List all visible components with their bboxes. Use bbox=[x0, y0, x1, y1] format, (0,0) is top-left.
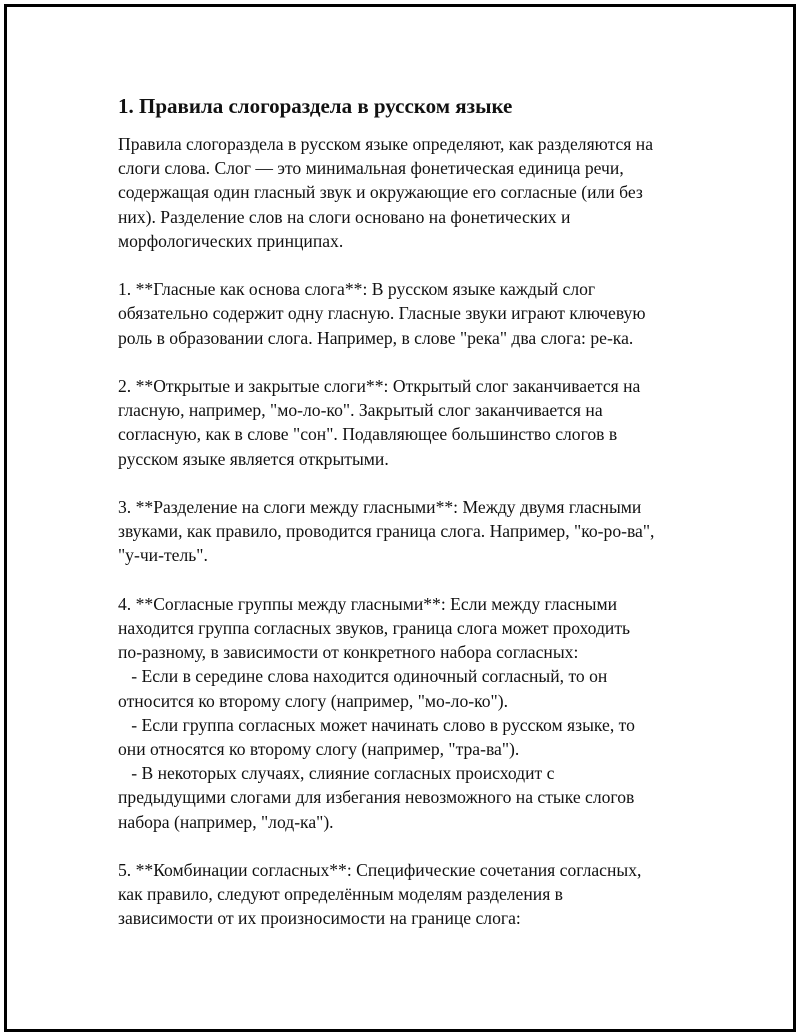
text-line: относится ко второму слогу (например, "мо-ло-ко"). bbox=[118, 690, 508, 711]
text-line: гласную, например, "мо-ло-ко". Закрытый слог заканчивается на bbox=[118, 400, 603, 421]
text-line: звуками, как правило, проводится граница слога. Например, "ко-ро-ва", bbox=[118, 521, 655, 542]
text-line: 3. **Разделение на слоги между гласными**: Между двумя гласными bbox=[118, 497, 642, 517]
text-line: они относятся ко второму слогу (например, "тра-ва"). bbox=[118, 739, 520, 760]
paragraph-list bbox=[118, 132, 698, 931]
text-line: них). Разделение слов на слоги основано на фонетических и bbox=[118, 206, 571, 227]
text-line: 1. **Гласные как основа слога**: В русском языке каждый слог bbox=[118, 279, 596, 300]
text-line: роль в образовании слога. Например, в слове "река" два слога: ре-ка. bbox=[118, 327, 634, 348]
paragraph bbox=[118, 858, 698, 931]
text-line: предыдущими слогами для избегания невозможного на стыке слогов bbox=[118, 787, 635, 808]
text-line: морфологических принципах. bbox=[118, 230, 344, 251]
document-body bbox=[118, 92, 698, 955]
text-line: согласную, как в слове "сон". Подавляющее большинство слогов в bbox=[118, 424, 618, 445]
text-line: 4. **Согласные группы между гласными**: Если между гласными bbox=[118, 593, 618, 614]
text-line: зависимости от их произносимости на границе слога: bbox=[118, 908, 521, 929]
text-line: содержащая один гласный звук и окружающие его согласные (или без bbox=[118, 182, 643, 203]
text-line: 2. **Открытые и закрытые слоги**: Открытый слог заканчивается на bbox=[118, 376, 641, 396]
paragraph bbox=[118, 592, 698, 834]
paragraph bbox=[118, 374, 698, 471]
paragraph bbox=[118, 495, 698, 568]
text-line: слоги слова. Слог — это минимальная фонетическая единица речи, bbox=[118, 158, 624, 179]
text-line: как правило, следуют определённым моделям разделения в bbox=[118, 884, 563, 905]
text-line: по-разному, в зависимости от конкретного набора согласных: bbox=[118, 642, 579, 663]
text-line: 5. **Комбинации согласных**: Специфические сочетания согласных, bbox=[118, 860, 642, 881]
text-line: - В некоторых случаях, слияние согласных происходит с bbox=[118, 763, 555, 784]
text-line: обязательно содержит одну гласную. Гласные звуки играют ключевую bbox=[118, 303, 646, 324]
paragraph bbox=[118, 277, 698, 350]
text-line: Правила слогораздела в русском языке определяют, как разделяются на bbox=[118, 134, 654, 154]
text-line: находится группа согласных звуков, граница слога может проходить bbox=[118, 618, 631, 638]
paragraph bbox=[118, 132, 698, 253]
text-line: - Если группа согласных может начинать слово в русском языке, то bbox=[118, 714, 635, 735]
text-line: русском языке является открытыми. bbox=[118, 448, 389, 469]
text-line: "у-чи-тель". bbox=[118, 545, 208, 566]
text-line: набора (например, "лод-ка"). bbox=[118, 811, 334, 832]
document-title: 1. Правила слогораздела в русском языке bbox=[118, 94, 513, 118]
text-line: - Если в середине слова находится одиночный согласный, то он bbox=[118, 666, 608, 687]
